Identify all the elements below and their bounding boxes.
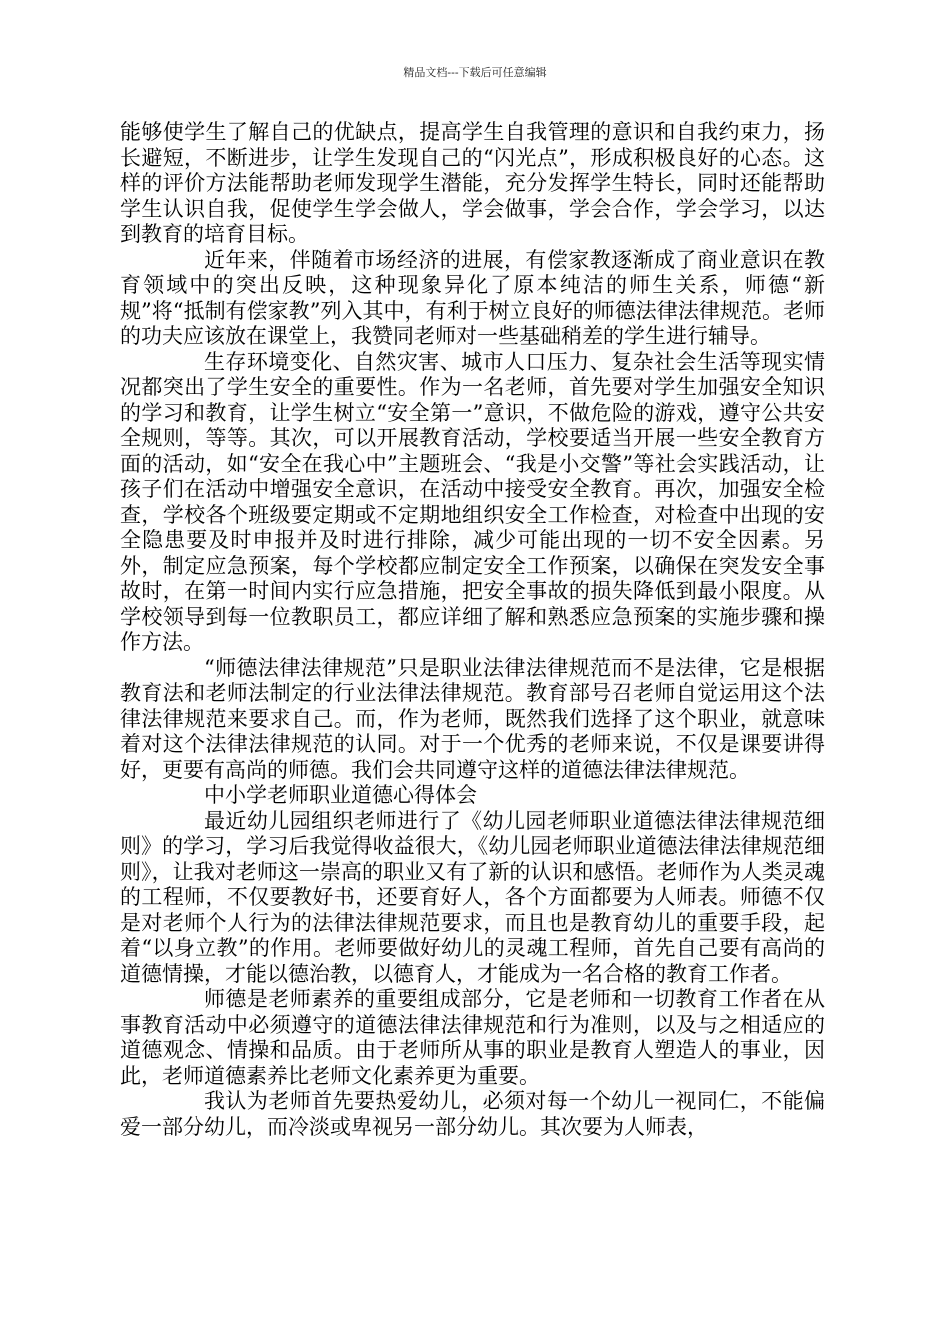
document-body xyxy=(120,120,825,1140)
paragraph: 师德是老师素养的重要组成部分，它是老师和一切教育工作者在从事教育活动中必须遵守的道德法律法律规范和行为准则，以及与之相适应的道德观念、情操和品质。由于老师所从事的职业是教育人塑造人的事业，因此，老师道德素养比老师文化素养更为重要。 xyxy=(120,987,825,1088)
paragraph: 能够使学生了解自己的优缺点，提高学生自我管理的意识和自我约束力，扬长避短，不断进步，让学生发现自己的“闪光点”，形成积极良好的心态。这样的评价方法能帮助老师发现学生潜能，充分发挥学生特长，同时还能帮助学生认识自我，促使学生学会做人，学会做事，学会合作，学会学习，以达到教育的培育目标。 xyxy=(120,120,825,246)
paragraph: 我认为老师首先要热爱幼儿，必须对每一个幼儿一视同仁，不能偏爱一部分幼儿，而冷淡或卑视另一部分幼儿。其次要为人师表， xyxy=(120,1089,825,1139)
page-header: 精品文档---下载后可任意编辑 xyxy=(403,66,547,79)
section-heading: 中小学老师职业道德心得体会 xyxy=(204,783,477,807)
paragraph: “师德法律法律规范”只是职业法律法律规范而不是法律，它是根据教育法和老师法制定的行业法律法律规范。教育部号召老师自觉运用这个法律法律规范来要求自己。而，作为老师，既然我们选择了这个职业，就意味着对这个法律法律规范的认同。对于一个优秀的老师来说，不仅是课要讲得好，更要有高尚的师德。我们会共同遵守这样的道德法律法律规范。 xyxy=(120,655,825,782)
paragraph: 近年来，伴随着市场经济的进展，有偿家教逐渐成了商业意识在教育领域中的突出反映，这种现象异化了原本纯洁的师生关系，师德“新规”将“抵制有偿家教”列入其中，有利于树立良好的师德法律法律规范。老师的功夫应该放在课堂上，我赞同老师对一些基础稍差的学生进行辅导。 xyxy=(120,247,825,348)
paragraph: 生存环境变化、自然灾害、城市人口压力、复杂社会生活等现实情况都突出了学生安全的重要性。作为一名老师，首先要对学生加强安全知识的学习和教育，让学生树立“安全第一”意识，不做危险的游戏，遵守公共安全规则，等等。其次，可以开展教育活动，学校要适当开展一些安全教育方面的活动，如“安全在我心中”主题班会、“我是小交警”等社会实践活动，让孩子们在活动中增强安全意识，在活动中接受安全教育。再次，加强安全检查，学校各个班级要定期或不定期地组织安全工作检查，对检查中出现的安全隐患要及时申报并及时进行排除，减少可能出现的一切不安全因素。另外，制定应急预案，每个学校都应制定安全工作预案，以确保在突发安全事故时，在第一时间内实行应急措施，把安全事故的损失降低到最小限度。从学校领导到每一位教职员工，都应详细了解和熟悉应急预案的实施步骤和操作方法。 xyxy=(120,349,825,654)
paragraph: 最近幼儿园组织老师进行了《幼儿园老师职业道德法律法律规范细则》的学习，学习后我觉得收益很大，《幼儿园老师职业道德法律法律规范细则》，让我对老师这一崇高的职业又有了新的认识和感悟。老师作为人类灵魂的工程师，不仅要教好书，还要育好人，各个方面都要为人师表。师德不仅是对老师个人行为的法律法律规范要求，而且也是教育幼儿的重要手段，起着“以身立教”的作用。老师要做好幼儿的灵魂工程师，首先自己要有高尚的道德情操，才能以德治教，以德育人，才能成为一名合格的教育工作者。 xyxy=(120,808,825,986)
